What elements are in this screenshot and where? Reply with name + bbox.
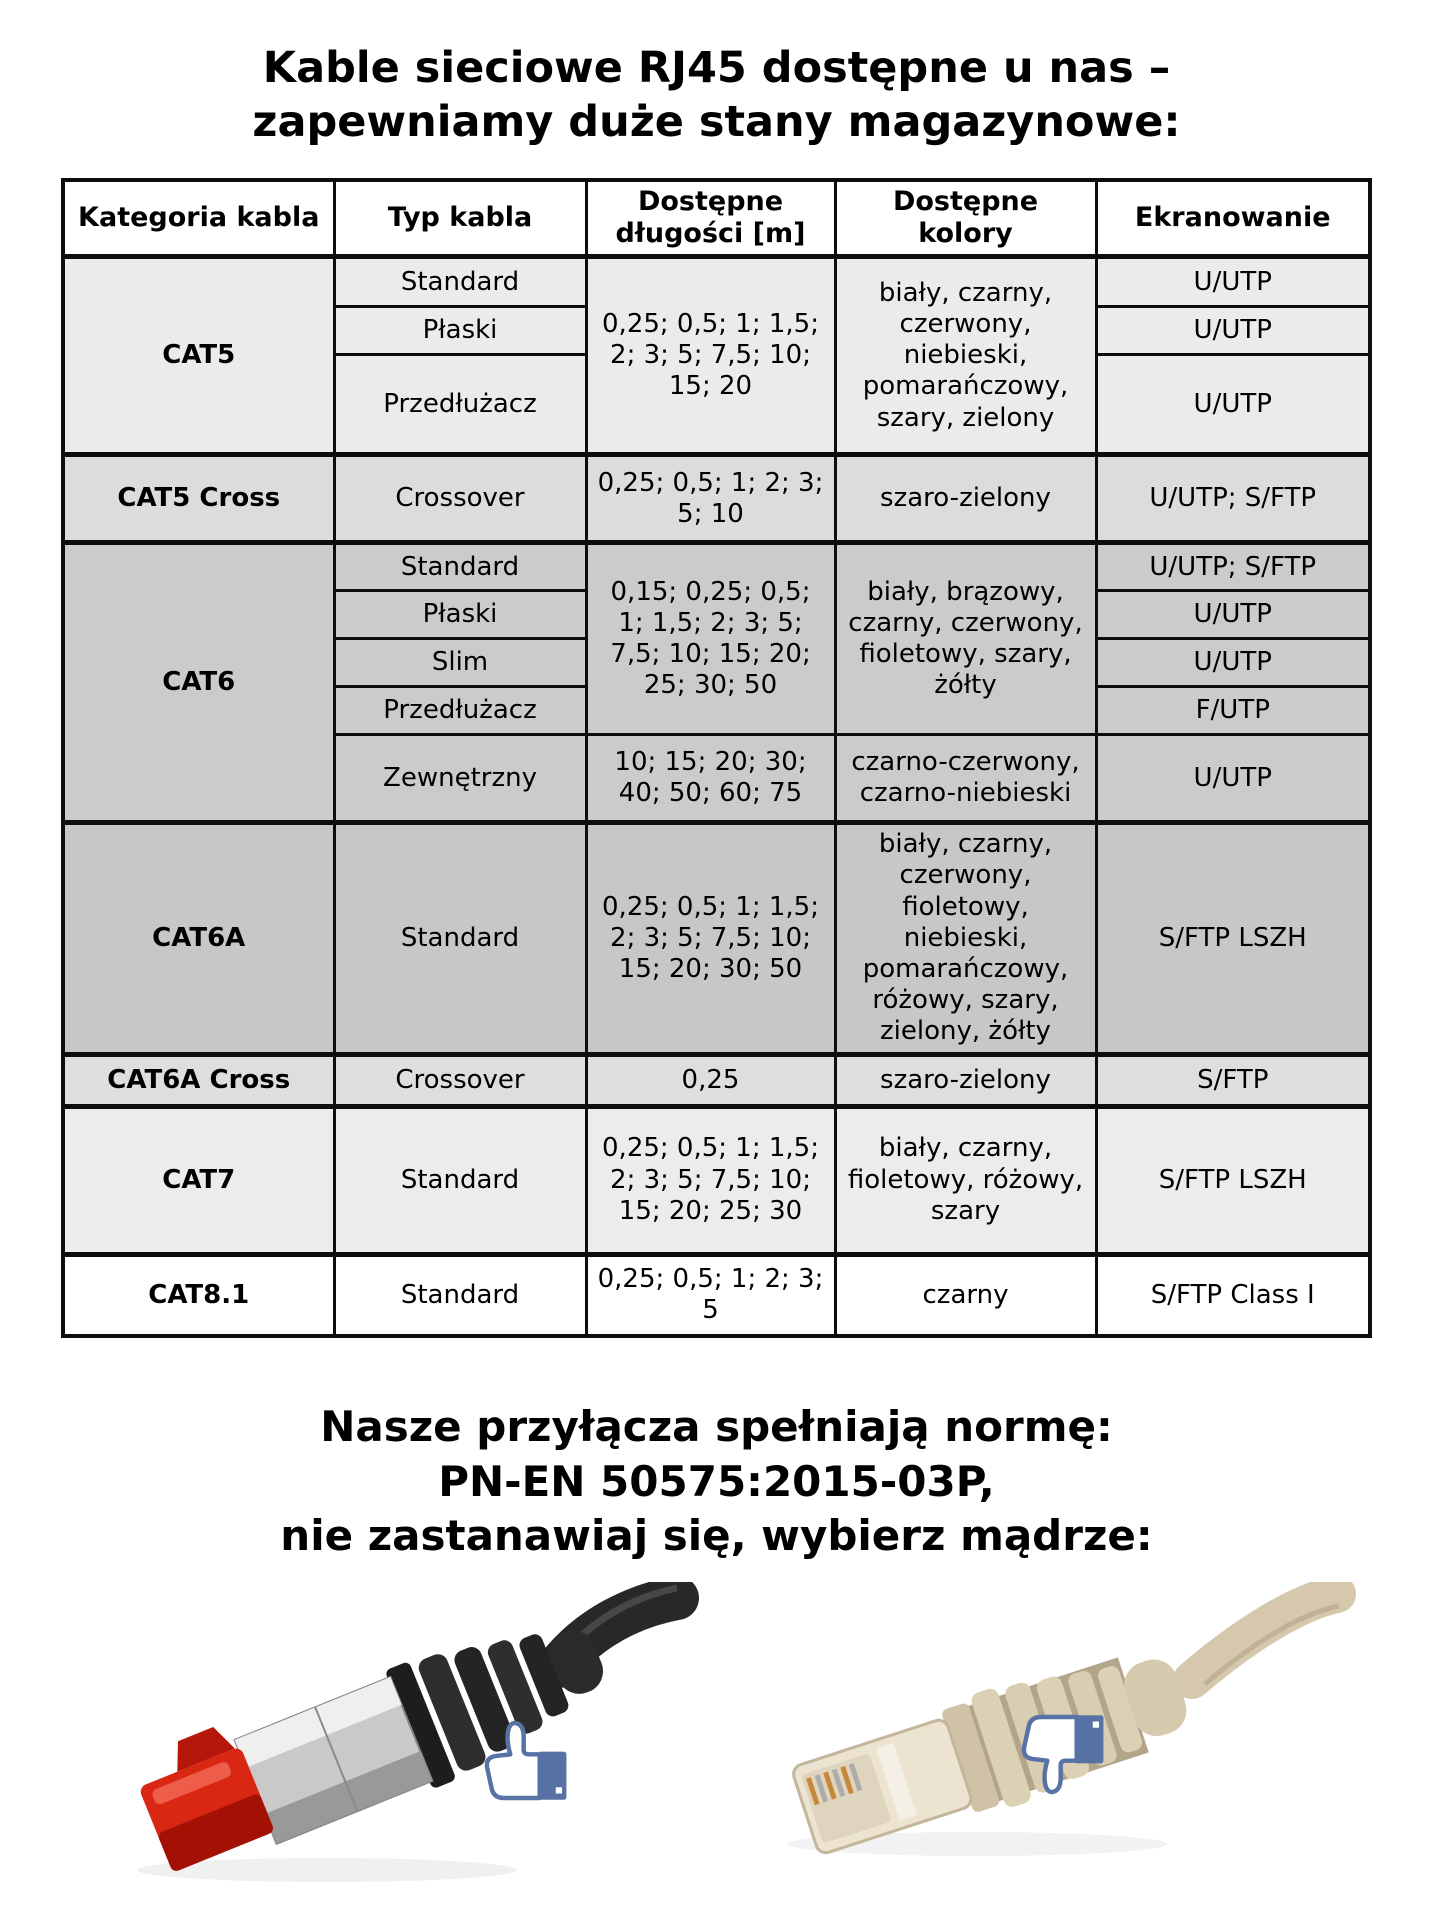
type-cell: Zewnętrzny [334,735,586,823]
shielding-cell: S/FTP Class I [1096,1254,1370,1336]
table-row-cat5-standard [63,257,1370,307]
footer-note-line3: nie zastanawiaj się, wybierz mądrze: [280,1511,1153,1561]
shielding-cell: U/UTP [1096,591,1370,639]
table-row-cat7 [63,1106,1370,1254]
cat6-sftp-cable-image [67,1582,707,1892]
type-cell: Standard [334,1106,586,1254]
type-cell: Standard [334,823,586,1054]
type-cell: Slim [334,639,586,687]
type-cell: Standard [334,543,586,591]
good-cable-block [67,1582,707,1892]
shielding-cell: S/FTP [1096,1054,1370,1106]
table-row-cat6-standard [63,543,1370,591]
page-title [40,42,1393,150]
col-header-lengths: Dostępne długości [m] [586,180,835,257]
shielding-cell: F/UTP [1096,687,1370,735]
bad-cable-block [727,1582,1367,1892]
col-header-colors: Dostępne kolory [835,180,1096,257]
colors-cell: szaro-zielony [835,455,1096,543]
shielding-cell: U/UTP [1096,639,1370,687]
colors-cell: biały, brązowy, czarny, czerwony, fioletowy, szary, żółty [835,543,1096,735]
shielding-cell: U/UTP [1096,355,1370,455]
category-cell: CAT5 [63,257,334,455]
shielding-cell: U/UTP [1096,257,1370,307]
footer-note-line1: Nasze przyłącza spełniają normę: [320,1402,1113,1452]
category-cell: CAT7 [63,1106,334,1254]
shielding-cell: U/UTP [1096,735,1370,823]
colors-cell: biały, czarny, fioletowy, różowy, szary [835,1106,1096,1254]
page-title-line2: zapewniamy duże stany magazynowe: [252,96,1181,147]
type-cell: Przedłużacz [334,687,586,735]
colors-cell: biały, czarny, czerwony, niebieski, pomarańczowy, szary, zielony [835,257,1096,455]
shielding-cell: S/FTP LSZH [1096,823,1370,1054]
lengths-cell: 0,25; 0,5; 1; 1,5; 2; 3; 5; 7,5; 10; 15; 20; 30; 50 [586,823,835,1054]
table-row-cat81 [63,1254,1370,1336]
type-cell: Standard [334,1254,586,1336]
thumbs-down-icon [1009,1710,1107,1798]
lengths-cell: 0,15; 0,25; 0,5; 1; 1,5; 2; 3; 5; 7,5; 10; 15; 20; 25; 30; 50 [586,543,835,735]
category-cell: CAT8.1 [63,1254,334,1336]
shielding-cell: U/UTP [1096,307,1370,355]
table-row-cat6across [63,1054,1370,1106]
category-cell: CAT6 [63,543,334,823]
footer-note-line2: PN-EN 50575:2015-03P, [438,1456,995,1506]
table-row-cat5cross [63,455,1370,543]
colors-cell: szaro-zielony [835,1054,1096,1106]
type-cell: Standard [334,257,586,307]
lengths-cell: 0,25 [586,1054,835,1106]
shielding-cell: U/UTP; S/FTP [1096,543,1370,591]
lengths-cell: 0,25; 0,5; 1; 2; 3; 5 [586,1254,835,1336]
category-cell: CAT5 Cross [63,455,334,543]
colors-cell: biały, czarny, czerwony, fioletowy, niebieski, pomarańczowy, różowy, szary, zielony, żółty [835,823,1096,1054]
footer-note [0,1400,1433,1564]
lengths-cell: 0,25; 0,5; 1; 2; 3; 5; 10 [586,455,835,543]
page-title-line1: Kable sieciowe RJ45 dostępne u nas – [262,43,1171,93]
table-header-row [63,180,1370,257]
shielding-cell: U/UTP; S/FTP [1096,455,1370,543]
col-header-type: Typ kabla [334,180,586,257]
category-cell: CAT6A [63,823,334,1054]
type-cell: Crossover [334,1054,586,1106]
type-cell: Przedłużacz [334,355,586,455]
lengths-cell: 0,25; 0,5; 1; 1,5; 2; 3; 5; 7,5; 10; 15; 20 [586,257,835,455]
lengths-cell: 10; 15; 20; 30; 40; 50; 60; 75 [586,735,835,823]
shielding-cell: S/FTP LSZH [1096,1106,1370,1254]
colors-cell: czarno-czerwony, czarno-niebieski [835,735,1096,823]
lengths-cell: 0,25; 0,5; 1; 1,5; 2; 3; 5; 7,5; 10; 15; 20; 25; 30 [586,1106,835,1254]
type-cell: Płaski [334,307,586,355]
table-row-cat6a [63,823,1370,1054]
col-header-shielding: Ekranowanie [1096,180,1370,257]
col-header-category: Kategoria kabla [63,180,334,257]
category-cell: CAT6A Cross [63,1054,334,1106]
cable-table [61,178,1372,1339]
cable-images-row [67,1582,1367,1892]
thumbs-up-icon [472,1717,570,1805]
type-cell: Płaski [334,591,586,639]
type-cell: Crossover [334,455,586,543]
colors-cell: czarny [835,1254,1096,1336]
